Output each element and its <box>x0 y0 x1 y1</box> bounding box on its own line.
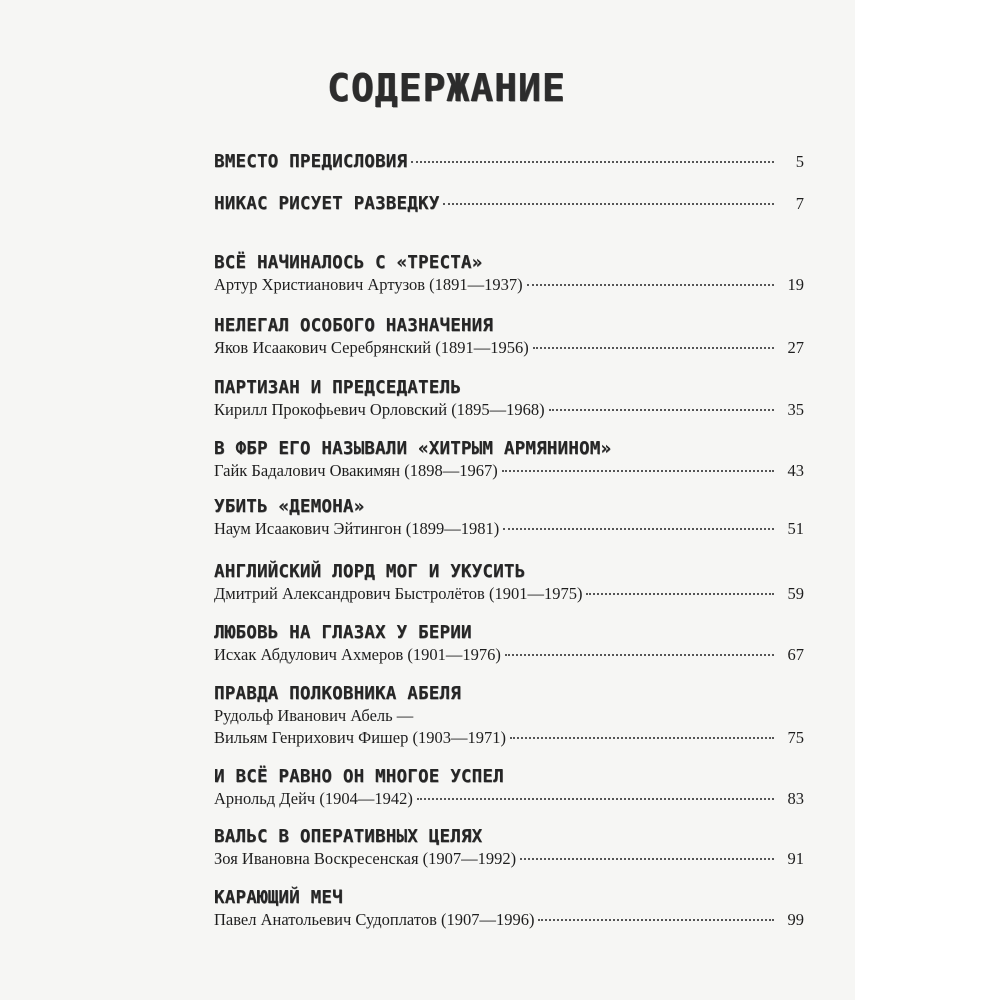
page-number: 75 <box>787 728 804 747</box>
page-title: СОДЕРЖАНИЕ <box>327 66 566 110</box>
chapter-heading: АНГЛИЙСКИЙ ЛОРД МОГ И УКУСИТЬ <box>214 562 526 582</box>
chapter-heading: ПРАВДА ПОЛКОВНИКА АБЕЛЯ <box>214 684 461 704</box>
chapter-person-line: Рудольф Иванович Абель — <box>214 706 414 725</box>
chapter-person: Артур Христианович Артузов (1891—1937) <box>214 275 523 294</box>
chapter-person: Дмитрий Александрович Быстролётов (1901—1975) <box>214 584 583 603</box>
page-margin <box>855 0 1000 1000</box>
chapter-person: Павел Анатольевич Судоплатов (1907—1996) <box>214 910 535 929</box>
dot-leader <box>586 593 774 595</box>
toc-heading: ВМЕСТО ПРЕДИСЛОВИЯ <box>214 152 408 172</box>
toc-chapter-5[interactable] <box>214 496 804 540</box>
dot-leader <box>520 858 774 860</box>
dot-leader <box>503 528 774 530</box>
chapter-heading: ПАРТИЗАН И ПРЕДСЕДАТЕЛЬ <box>214 378 461 398</box>
toc-chapter-6[interactable] <box>214 561 804 605</box>
page-number: 67 <box>787 645 804 664</box>
chapter-heading: КАРАЮЩИЙ МЕЧ <box>214 888 343 908</box>
chapter-person: Наум Исаакович Эйтингон (1899—1981) <box>214 519 500 538</box>
chapter-person: Кирилл Прокофьевич Орловский (1895—1968) <box>214 400 545 419</box>
chapter-heading: И ВСЁ РАВНО ОН МНОГОЕ УСПЕЛ <box>214 767 504 787</box>
dot-leader <box>505 654 774 656</box>
chapter-heading: В ФБР ЕГО НАЗЫВАЛИ «ХИТРЫМ АРМЯНИНОМ» <box>214 439 612 459</box>
page-number: 99 <box>787 910 804 929</box>
toc-chapter-8[interactable] <box>214 683 804 749</box>
page-number: 43 <box>787 461 804 480</box>
page-number: 51 <box>787 519 804 538</box>
page-number: 59 <box>787 584 804 603</box>
page-number: 19 <box>787 275 804 294</box>
chapter-person: Яков Исаакович Серебрянский (1891—1956) <box>214 338 529 357</box>
chapter-heading: УБИТЬ «ДЕМОНА» <box>214 497 365 517</box>
dot-leader <box>533 347 774 349</box>
chapter-person: Вильям Генрихович Фишер (1903—1971) <box>214 728 506 747</box>
toc-chapter-2[interactable] <box>214 315 804 359</box>
page-number: 7 <box>795 194 804 213</box>
dot-leader <box>502 470 774 472</box>
page-number: 5 <box>795 152 804 171</box>
toc-chapter-3[interactable] <box>214 377 804 421</box>
dot-leader <box>538 919 774 921</box>
chapter-heading: ЛЮБОВЬ НА ГЛАЗАХ У БЕРИИ <box>214 623 472 643</box>
toc-chapter-1[interactable] <box>214 252 804 296</box>
chapter-person: Зоя Ивановна Воскресенская (1907—1992) <box>214 849 517 868</box>
dot-leader <box>417 798 774 800</box>
chapter-heading: НЕЛЕГАЛ ОСОБОГО НАЗНАЧЕНИЯ <box>214 316 494 336</box>
dot-leader <box>549 409 774 411</box>
chapter-heading: ВСЁ НАЧИНАЛОСЬ С «ТРЕСТА» <box>214 253 483 273</box>
dot-leader <box>443 203 774 205</box>
toc-heading: НИКАС РИСУЕТ РАЗВЕДКУ <box>214 194 440 214</box>
dot-leader <box>411 161 774 163</box>
dot-leader <box>527 284 774 286</box>
chapter-person: Гайк Бадалович Овакимян (1898—1967) <box>214 461 498 480</box>
page-number: 83 <box>787 789 804 808</box>
chapter-heading: ВАЛЬС В ОПЕРАТИВНЫХ ЦЕЛЯХ <box>214 827 483 847</box>
chapter-person: Исхак Абдулович Ахмеров (1901—1976) <box>214 645 501 664</box>
toc-chapter-7[interactable] <box>214 622 804 666</box>
page-number: 35 <box>787 400 804 419</box>
dot-leader <box>510 737 774 739</box>
toc-entry-intro[interactable] <box>214 193 804 215</box>
page-number: 27 <box>787 338 804 357</box>
chapter-person: Арнольд Дейч (1904—1942) <box>214 789 413 808</box>
toc-chapter-11[interactable] <box>214 887 804 931</box>
toc-chapter-4[interactable] <box>214 438 804 482</box>
toc-entry-foreword[interactable] <box>214 151 804 173</box>
toc-chapter-9[interactable] <box>214 766 804 810</box>
page-number: 91 <box>787 849 804 868</box>
toc-chapter-10[interactable] <box>214 826 804 870</box>
